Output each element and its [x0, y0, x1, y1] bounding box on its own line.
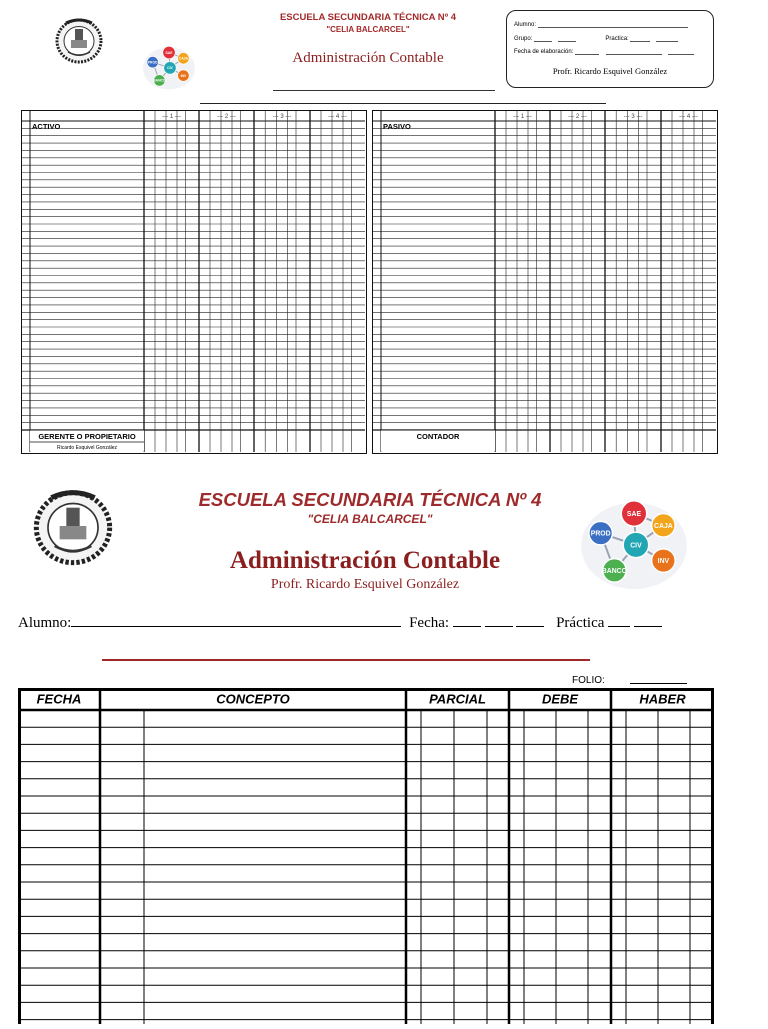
alumno-field[interactable] [538, 21, 688, 28]
journal-header-fecha: FECHA [36, 691, 82, 707]
fecha-day-large[interactable] [453, 614, 481, 627]
grupo-label: Grupo: [514, 36, 533, 42]
fecha-label: Fecha de elaboración: [514, 49, 574, 55]
student-info-box [506, 10, 714, 88]
subject-title-large: Administración Contable [229, 547, 501, 574]
journal-grid [18, 688, 714, 1024]
practica-field[interactable] [630, 35, 650, 42]
fecha-field-month[interactable] [606, 48, 662, 55]
ledger-heading: ACTIVO [32, 122, 61, 131]
logo-bubble-label: CIV [167, 66, 173, 71]
logo-bubble-label: BANCO [153, 78, 166, 83]
logo-bubble-label: SAE [165, 50, 173, 55]
subject-title: Administración Contable [292, 50, 444, 66]
folio-field[interactable] [630, 683, 687, 684]
accounting-logo-bottom [575, 492, 693, 590]
logo-bubble-label: PROD [590, 530, 611, 538]
fecha-field-year[interactable] [668, 48, 694, 55]
school-quote: "CELIA BALCARCEL" [326, 25, 410, 34]
alumno-label: Alumno: [514, 22, 537, 28]
logo-bubble-label: SAE [626, 511, 642, 519]
school-name: ESCUELA SECUNDARIA TÉCNICA Nº 4 [279, 12, 457, 23]
activo-grid [22, 111, 365, 452]
school-seal-top [54, 16, 104, 64]
title-underline [273, 90, 495, 91]
practica-field-large-2[interactable] [634, 614, 662, 627]
logo-bubble-label: BANCO [601, 567, 627, 575]
ledger-column-marker: --- 1 --- [162, 114, 181, 120]
school-quote-large: "CELIA BALCARCEL" [307, 512, 433, 526]
practica-field-2[interactable] [656, 35, 678, 42]
fecha-year-large[interactable] [516, 614, 544, 627]
journal-header-concepto: CONCEPTO [216, 691, 290, 707]
grupo-field[interactable] [534, 35, 552, 42]
logo-bubble-label: INV [180, 73, 187, 78]
student-line [18, 614, 718, 632]
journal-table [18, 688, 714, 1024]
activo-ledger [21, 110, 367, 454]
school-seal-bottom [30, 486, 116, 566]
alumno-label-large: Alumno: [18, 615, 72, 631]
ledger-column-marker: --- 2 --- [568, 114, 587, 120]
logo-bubble-label: CAJA [654, 522, 673, 530]
ledger-column-marker: --- 4 --- [328, 114, 347, 120]
alumno-field-large[interactable] [71, 614, 401, 627]
ledger-column-marker: --- 1 --- [513, 114, 532, 120]
journal-header-haber: HABER [639, 691, 686, 707]
teacher-name-large: Profr. Ricardo Esquivel González [270, 577, 460, 592]
logo-bubble-label: CIV [630, 542, 642, 550]
fecha-month-large[interactable] [485, 614, 513, 627]
grupo-field-2[interactable] [558, 35, 576, 42]
ledger-column-marker: --- 3 --- [272, 114, 292, 120]
folio-label: FOLIO: [572, 675, 605, 686]
ledger-heading: PASIVO [383, 122, 411, 131]
ledger-column-marker: --- 3 --- [623, 114, 643, 120]
logo-bubble-label: INV [657, 558, 670, 566]
teacher-name: Profr. Ricardo Esquivel González [552, 66, 668, 76]
journal-border [20, 690, 713, 1025]
header-rule [200, 103, 606, 104]
ledger-column-marker: --- 4 --- [679, 114, 698, 120]
journal-header-debe: DEBE [541, 691, 579, 707]
pasivo-grid [373, 111, 716, 452]
signature-label: CONTADOR [416, 432, 460, 441]
logo-bubble-label: PROD [147, 60, 158, 65]
signature-name: Ricardo Esquivel González [56, 445, 118, 451]
accounting-logo-top [140, 42, 198, 90]
pasivo-ledger [372, 110, 718, 454]
practica-label: Practica: [605, 36, 629, 42]
ledger-column-marker: --- 2 --- [217, 114, 236, 120]
practica-label-large: Práctica [556, 615, 605, 631]
fecha-label-large: Fecha: [409, 615, 450, 631]
school-name-large: ESCUELA SECUNDARIA TÉCNICA Nº 4 [198, 489, 542, 510]
fecha-field-day[interactable] [575, 48, 599, 55]
journal-header-parcial: PARCIAL [429, 691, 486, 707]
red-divider [102, 659, 590, 661]
signature-label: GERENTE O PROPIETARIO [38, 432, 136, 441]
logo-bubble-label: CAJA [178, 56, 188, 61]
practica-field-large[interactable] [608, 614, 630, 627]
